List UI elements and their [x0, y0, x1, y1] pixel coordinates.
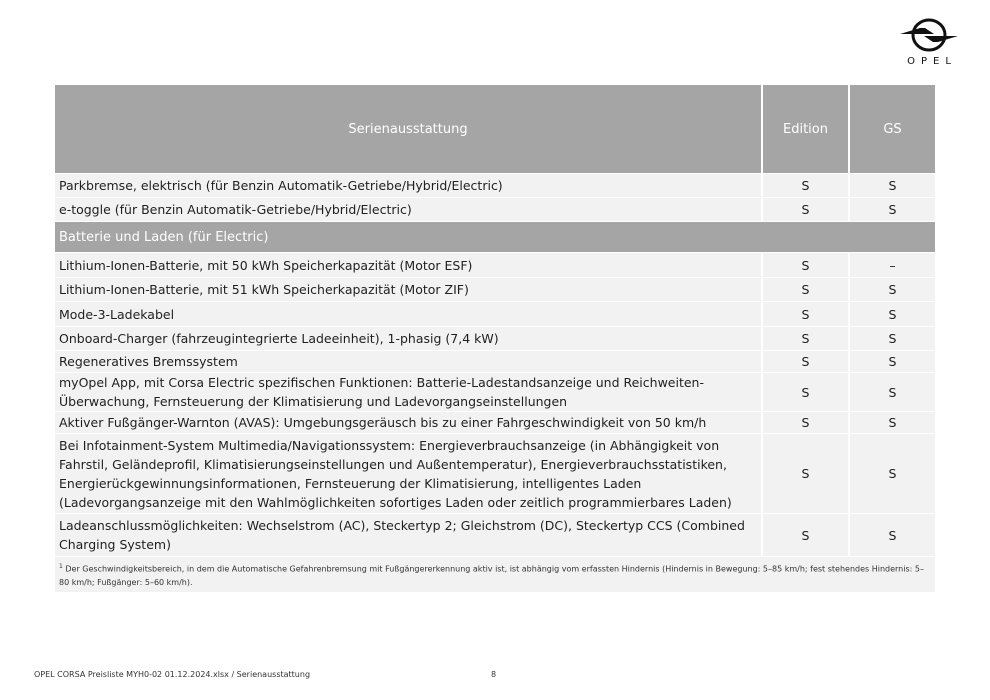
- table-row: [55, 351, 935, 373]
- footer-page-number: 8: [491, 670, 497, 679]
- footnote: [55, 557, 935, 592]
- edition-value: S: [761, 278, 848, 301]
- logo-wordmark: OPEL: [907, 56, 957, 67]
- edition-value: S: [761, 412, 848, 433]
- edition-value: S: [761, 373, 848, 411]
- edition-value: S: [761, 514, 848, 556]
- feature-label: e-toggle (für Benzin Automatik-Getriebe/Hybrid/Electric): [59, 202, 412, 217]
- gs-value: S: [848, 434, 935, 513]
- feature-label: Regeneratives Bremssystem: [59, 354, 238, 369]
- gs-value: S: [848, 327, 935, 350]
- header-serienausstattung: Serienausstattung: [348, 121, 468, 137]
- section-row: [55, 222, 935, 253]
- edition-value: S: [761, 174, 848, 197]
- gs-value: S: [848, 198, 935, 221]
- section-label: Batterie und Laden (für Electric): [59, 229, 269, 245]
- edition-value: S: [761, 302, 848, 326]
- table-row: [55, 253, 935, 278]
- gs-value: S: [848, 412, 935, 433]
- gs-value: S: [848, 302, 935, 326]
- edition-value: S: [761, 253, 848, 277]
- feature-label: myOpel App, mit Corsa Electric spezifischen Funktionen: Batterie-Ladestandsanzeige und Reichweiten-Überwachung, Fernsteuerung der Klimatisierung und Ladevorgangseinstellungen: [59, 375, 704, 409]
- feature-label: Ladeanschlussmöglichkeiten: Wechselstrom (AC), Steckertyp 2; Gleichstrom (DC), Steckertyp CCS (Combined Charging System): [59, 518, 745, 552]
- table-row: [55, 514, 935, 557]
- table-row: [55, 434, 935, 514]
- gs-value: S: [848, 351, 935, 372]
- feature-label: Aktiver Fußgänger-Warnton (AVAS): Umgebungsgeräusch bis zu einer Fahrgeschwindigkeit von 50 km/h: [59, 415, 707, 430]
- table-row: [55, 373, 935, 412]
- table-row: [55, 278, 935, 302]
- feature-label: Lithium-Ionen-Batterie, mit 50 kWh Speicherkapazität (Motor ESF): [59, 257, 473, 273]
- feature-label: Onboard-Charger (fahrzeugintegrierte Ladeeinheit), 1-phasig (7,4 kW): [59, 331, 499, 346]
- table-row: [55, 412, 935, 434]
- gs-value: S: [848, 514, 935, 556]
- footer-filename: OPEL CORSA Preisliste MYH0-02 01.12.2024.xlsx / Serienausstattung: [34, 670, 311, 679]
- footnote-mark: 1: [59, 563, 63, 570]
- header-gs: GS: [848, 85, 935, 173]
- edition-value: S: [761, 198, 848, 221]
- opel-logo: [893, 18, 965, 67]
- table-header: [55, 85, 935, 174]
- table-body: [55, 174, 935, 557]
- gs-value: –: [848, 253, 935, 277]
- opel-blitz-icon: [898, 18, 960, 52]
- header-edition: Edition: [761, 85, 848, 173]
- edition-value: S: [761, 327, 848, 350]
- feature-label: Mode-3-Ladekabel: [59, 306, 175, 322]
- table-row: [55, 174, 935, 198]
- feature-label: Parkbremse, elektrisch (für Benzin Automatik-Getriebe/Hybrid/Electric): [59, 178, 503, 193]
- edition-value: S: [761, 434, 848, 513]
- equipment-table: [55, 85, 935, 592]
- table-row: [55, 327, 935, 351]
- feature-label: Bei Infotainment-System Multimedia/Navigationssystem: Energieverbrauchsanzeige (in Abhängigkeit von Fahrstil, Geländeprofil, Klimatisierungseinstellungen und Außentemperatur), Energieverbrauchsstatistiken, Energierückgewinnungsinformationen, Fernsteuerung der Klimatisierung, intelligentes Laden (Ladevorgangsanzeige mit den Wahlmöglichkeiten sofortiges Laden oder zeitlich programmierbares Laden): [59, 437, 732, 510]
- gs-value: S: [848, 278, 935, 301]
- feature-label: Lithium-Ionen-Batterie, mit 51 kWh Speicherkapazität (Motor ZIF): [59, 282, 469, 297]
- table-row: [55, 302, 935, 327]
- table-row: [55, 198, 935, 222]
- footnote-text: Der Geschwindigkeitsbereich, in dem die Automatische Gefahrenbremsung mit Fußgängererkennung aktiv ist, ist abhängig vom erfassten Hindernis (Hindernis in Bewegung: 5–85 km/h; fest stehendes Hindernis: 5–80 km/h; Fußgänger: 5–60 km/h).: [59, 564, 924, 587]
- gs-value: S: [848, 373, 935, 411]
- gs-value: S: [848, 174, 935, 197]
- edition-value: S: [761, 351, 848, 372]
